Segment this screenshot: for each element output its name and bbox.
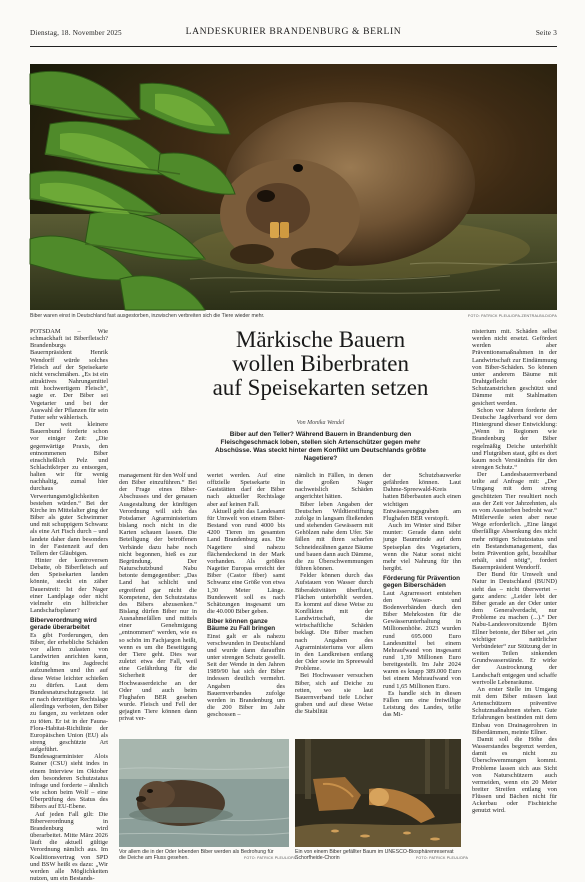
teaser: Biber auf den Teller? Während Bauern in Brandenburg den Fleischgeschmack loben, stellen sich Artenschützer gegen mehr Abschüsse. Was steckt hinter dem Konflikt um Deutschlands größte Nagetiere? bbox=[214, 431, 427, 462]
paragraph: Auf jeden Fall gilt: Die Biberverordnung in Brandenburg wird überarbeitet. Mitte März 2026 läuft die aktuell gültige Verordnung nämlich aus. Im Koalitionsvertrag von SPD und BSW heißt es dazu: „Wir werden alle Möglichkeiten nutzen, um ein Bestands- bbox=[30, 810, 108, 882]
beaver-photo-illustration bbox=[30, 64, 557, 310]
paragraph: Der Bund für Umwelt und Natur in Deutschland (BUND) sieht das – nicht überwertet – ganz anders: „Leider lebt der Biber gerade an der Oder unter dem Generalverdacht, nur Probleme zu machen (...).“ Der Nabu-Landesvorsitzende Björn Ellner betonte, der Biber sei „ein wichtiger natürlicher Verbündeter“ zur Stützung der in weiten Teilen sinkenden Grundwasserstände. Er wirke der Austrocknung der Landschaft entgegen und schaffe wertvolle Lebensräume. bbox=[472, 571, 557, 686]
newspaper-page bbox=[30, 20, 557, 882]
felled-tree-illustration bbox=[295, 739, 461, 847]
paragraph: Auch im Winter sind Biber munter: Gerade dann steht junge Baumrinde auf dem Speiseplan des Vegetariers, wenn die Natur sonst nicht mehr viel Nahrung für ihn hergibt. bbox=[383, 522, 461, 573]
subheading: Biber können ganze Bäume zu Fall bringen bbox=[207, 618, 276, 633]
article-headline bbox=[198, 328, 443, 400]
beaver-swimming-illustration bbox=[119, 739, 289, 847]
article-column-1 bbox=[30, 328, 108, 882]
subheading: Förderung für Prävention gegen Biberschäden bbox=[383, 575, 461, 590]
oder-beaver-photo bbox=[119, 739, 289, 847]
paragraph: Bei Hochwasser versuchen Biber, sich auf Deiche zu retten, wo sie laut Bauernverband tiefe Löcher graben und auf diese Weise die Stabilität bbox=[295, 672, 373, 716]
paragraph: Der weit kleinere Bauernbund forderte schon vor einiger Zeit: „Die gegenwärtige Praxis, den entnommenen Biber einschließlich Pelz und Schlachtkörper zu entsorgen, halten wir für wenig nachhaltig, zumal hier durchaus Verwertungsmöglichkeiten bestehen würden.“ Bei der Kirche im Mittelalter ging der Biber als guter Schwimmer und mit schuppigem Schwanz als eine Art Fisch durch – und landete daher dann besonders in der Fastenzeit auf den Tellern der Gläubigen. bbox=[30, 421, 108, 557]
paragraph: nämlich in Fällen, in denen die großen Nager nachweislich Schäden angerichtet hätten. bbox=[295, 472, 373, 501]
article-column-4 bbox=[295, 472, 373, 734]
paragraph: Aktuell geht das Landesamt für Umwelt von einem Biber-Bestand von rund 4000 bis 4200 Tieren im gesamten Land Brandenburg aus. Die Nagetiere sind nahezu flächendeckend in der Mark vorhanden. Als größtes Nagetier Europas erreicht der Biber (Castor fiber) samt Schwanz eine Größe von etwa 1,30 Meter Länge. Bundesweit soll es nach Schätzungen insgesamt um die 40.000 Biber geben. bbox=[207, 507, 285, 615]
headline-line-3: auf Speisekarten setzen bbox=[212, 375, 429, 400]
paragraph: POTSDAM – Wie schmackhaft ist Biberfleisch? Brandenburgs Bauernpräsident Henrik Wendorff würde solches Fleisch auf der Speisekarte nicht verschmähen. „Es ist ein attraktives Nahrungsmittel mit hochwertigem Fleisch“, sagte er. Der Biber sei Vegetarier und bei der Auswahl der Pflanzen für sein Futter sehr wählerisch. bbox=[30, 328, 108, 421]
paragraph: Hinter der kontroversen Debatte, ob Biberfleisch auf den Speisekarten landen könnte, steckt ein zäher Dauerstreit: Ist der Nager einer Landplage oder nicht vielmehr ein hilfreicher Landschaftsplaner? bbox=[30, 557, 108, 615]
headline-line-1: Märkische Bauern bbox=[235, 327, 406, 352]
paragraph: Damit soll die Höhe des Wasserstandes begrenzt werden, damit es nicht zu Überschwemmungen kommt. Probleme lassen sich aus Sicht von Naturschützern auch vermeiden, wenn ein 20 Meter breiter Streifen entlang von Flüssen und Bächen nicht für Ackerbau oder Fischteiche genutzt wird. bbox=[472, 735, 557, 815]
caption-line: Vor allem die in der Oder lebenden Biber werden als Bedrohung für bbox=[119, 849, 274, 855]
paragraph: Einst galt er als nahezu verschwunden in Deutschland und wurde dann daraufhin unter strengen Schutz gestellt. Seit der Wende in den Jahren 1989/90 hat sich der Biber indessen deutlich vermehrt. Angaben des Bauernverbandes zufolge werden in Brandenburg um die 200 Biber im Jahr geschossen – bbox=[207, 632, 285, 719]
hero-caption: Biber waren einst in Deutschland fast ausgestorben, inzwischen verbreiten sich die Tiere wieder mehr. bbox=[30, 313, 265, 319]
paragraph: An erster Stelle im Umgang mit dem Biber müssen laut Artenschützern präventive Schutzmaßnahmen stehen. Gute Erfahrungen bestünden mit dem Einbau von Drainagerohren in Biberdämmen, meinte Ellner. bbox=[472, 685, 557, 736]
felled-tree-photo bbox=[295, 739, 461, 847]
article-column-6 bbox=[472, 328, 557, 858]
photo2-credit: FOTO: PATRICK PLEUL/DPA bbox=[416, 856, 469, 860]
paragraph: der Schutzbauwerke gefährden können. Laut Dahme-Spreewald-Kreis hatten Biberbauten auch einen wichtigen Entwässerungsgraben am Flughafen BER verstopft. bbox=[383, 472, 461, 522]
paragraph: management für den Wolf und den Biber einzuführen.“ Bei der Frage eines Biber-Abschusses und der genauen Ausgestaltung der künftigen Verordnung will sich das Potsdamer Agrarministerium bislang noch nicht in die Karten schauen lassen. Die Beteiligung der betroffenen Verbände dazu habe noch nicht begonnen, hieß es zur Begründung. Der Naturschutzbund Nabu betonte demgegenüber: „Das Land hat schlicht und ergreifend gar nicht die Kompetenz, den Schutzstatus des Bibers abzusenken.“ Bislang dürfen Biber nur in Ausnahmefällen und mittels einer Genehmigung „entnommen“ werden, wie es so schön im Fachjargon heißt, wenn es um die Beseitigung der Tiere geht. Dies war zuletzt etwa der Fall, weil eine Gefährdung für die Sicherheit der Hochwasserdeiche an der Oder und auch beim Flughafen BER gesehen wurde. Fleisch und Fell der gejagten Tiere können dann privat ver- bbox=[119, 472, 197, 723]
masthead bbox=[30, 20, 557, 47]
caption-line: Ein von einem Biber gefällter Baum im UNESCO-Biosphärenreservat bbox=[295, 849, 454, 855]
caption-line: die Deiche am Fluss gesehen. bbox=[119, 855, 189, 862]
paragraph: wertet werden. Auf eine offizielle Speisekarte in Gaststätten darf der Biber nach aktueller Rechtslage aber auf keinen Fall. bbox=[207, 472, 285, 508]
hero-photo bbox=[30, 64, 557, 310]
caption-line: Schorfheide-Chorin bbox=[295, 855, 340, 862]
paragraph: nisterium mit. Schäden selbst werden nicht ersetzt. Gefördert werden aber Präventionsmaßnahmen in der Landwirtschaft zur Eindämmung von Biber-Schäden. So können unter anderem Bäume mit Drahtgeflecht oder Schutzanstrichen geschützt und Dämme mit Stahlmatten gesichert werden. bbox=[472, 328, 557, 407]
paragraph: Laut Agrarressort entstehen den Wasser- und Bodenverbänden durch den Biber Mehrkosten für die Gewässerunterhaltung in Millionenhöhe. 2023 wurden rund 695.000 Euro Landesmittel bei einem Mehraufwand von insgesamt rund 1,39 Millionen Euro bereitgestellt. Im Jahr 2024 waren es knapp 389.000 Euro bei einem Mehraufwand von rund 1,65 Millionen Euro. bbox=[383, 589, 461, 690]
newspaper-title: LANDESKURIER BRANDENBURG & BERLIN bbox=[185, 26, 402, 37]
paragraph: Felder können durch das Aufstauen von Wasser durch Biberaktivitäten überflutet, Flächen unterhöhlt werden. Es kommt auf diese Weise zu Konflikten mit der Landwirtschaft, die wirtschaftliche Schäden beklagt. Die Biber machen nach Angaben des Agrarministeriums vor allem in den Landkreisen entlang der Oder sowie im Spreewald Probleme. bbox=[295, 572, 373, 673]
paragraph: Der Landesbauernverband teilte auf Anfrage mit: „Der Umgang mit dem streng geschützten Tier resultiert noch aus der Zeit vor Jahrzehnten, als es vom Aussterben bedroht war.“ Mittlerweile seien aber neue Wege erforderlich. „Eine längst überfällige Absenkung des nicht mehr nötigen Schutzstatus und ein Bestandsmanagement, das beim Prävention geht, bezahlbar erhält, sind nötig“, fordert Bauernpräsident Wendorff. bbox=[472, 471, 557, 572]
article-column-5 bbox=[383, 472, 461, 734]
page-number: Seite 3 bbox=[535, 29, 557, 37]
paragraph: Schon vor Jahren forderte der Deutsche Jagdverband vor dem Hintergrund dieser Entwicklung: „Wenn in Regionen wie Brandenburg der Biber regelmäßig Deiche unterhöhlt und Flutgräben staut, gibt es dort kaum noch Verständnis für den strengen Schutz.“ bbox=[472, 406, 557, 471]
article-column-3 bbox=[207, 472, 285, 734]
byline: Von Monika Wendel bbox=[296, 420, 345, 426]
headline-line-2: wollen Biberbraten bbox=[232, 351, 409, 376]
hero-credit: FOTO: PATRICK PLEUL/DPA-ZENTRALBILD/DPA bbox=[468, 314, 557, 318]
paragraph: Biber leben Angaben der Deutschen Wildtierstiftung zufolge in langsam fließenden und stehenden Gewässern mit Gehölzen nahe dem Ufer. Sie fällen mit ihren scharfen Schneidezähnen ganze Bäume und bauen dann auch Dämme, die zu Überschwemmungen führen können. bbox=[295, 500, 373, 573]
issue-date: Dienstag, 18. November 2025 bbox=[30, 29, 122, 37]
article-column-2 bbox=[119, 472, 197, 734]
paragraph: Es handle sich in diesen Fällen um eine freiwillige Leistung des Landes, teilte das Mi- bbox=[383, 689, 461, 719]
subheading: Biberverordnung wird gerade überarbeitet bbox=[30, 617, 97, 632]
paragraph: Es gibt Forderungen, den Biber, der erhebliche Schäden vor allem zulasten von Landwirten anrichten kann, künftig ins Jagdrecht aufzunehmen und ihn auf diese Weise leichter schießen zu dürfen. Laut dem Bundesnaturschutzgesetz ist er nach derzeitiger Rechtslage allerdings verboten, den Biber zu fangen, zu verletzen oder zu töten. Er ist in der Fauna-Flora-Habitat-Richtlinie der Europäischen Union (EU) als streng geschützte Art aufgeführt. Bundesagrarminister Alois Rainer (CSU) sieht indes in einem Interview im Oktober den besonderen Schutzstatus infrage und forderte – ähnlich wie schon beim Wolf – eine Überprüfung des Status des Bibers auf EU-Ebene. bbox=[30, 631, 108, 811]
photo1-credit: FOTO: PATRICK PLEUL/DPA bbox=[244, 856, 297, 860]
